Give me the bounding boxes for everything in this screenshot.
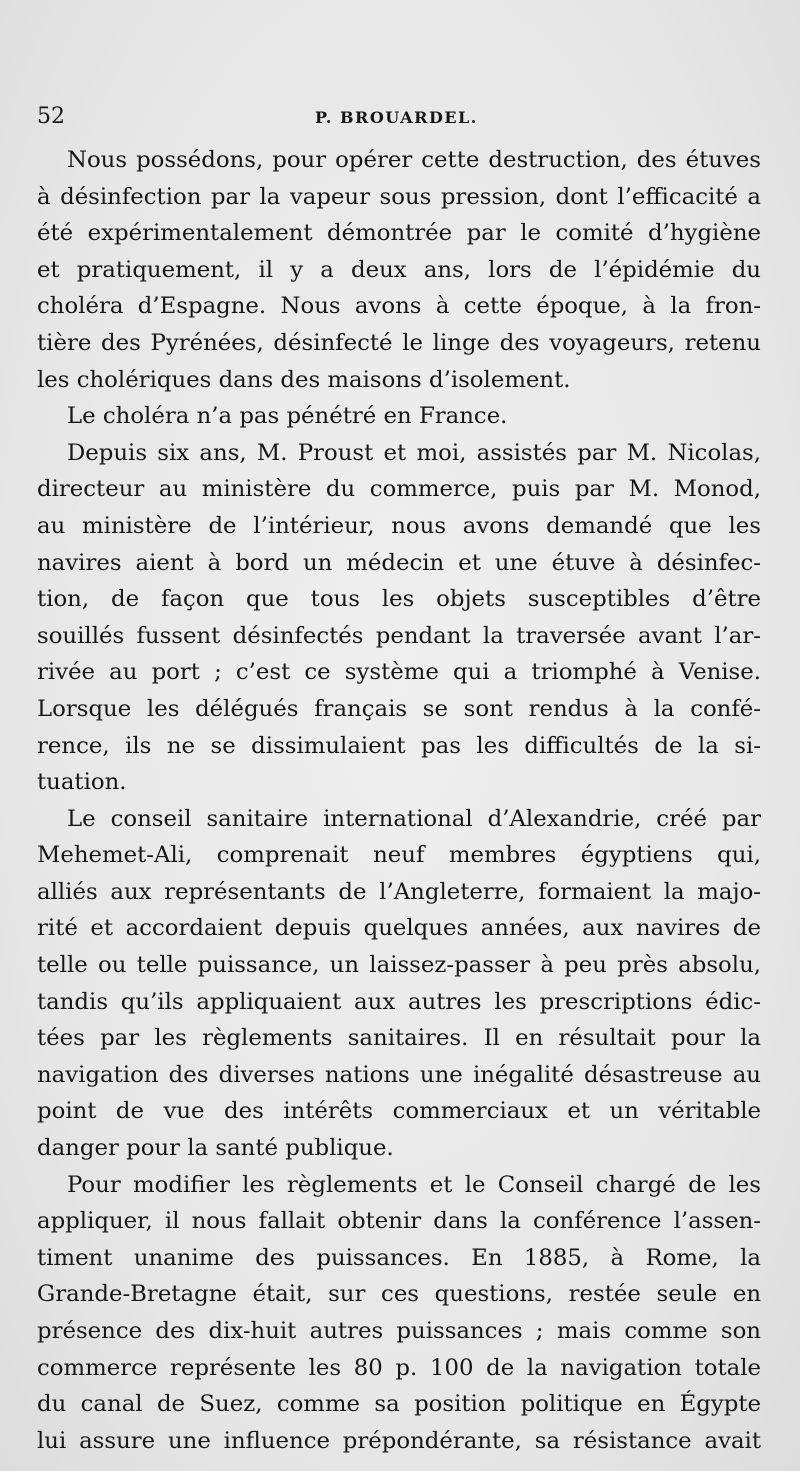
text-line: navigation des diverses nations une inégalité désastreuse au	[37, 1061, 761, 1088]
text-line: Pour modifier les règlements et le Conseil chargé de les	[67, 1171, 761, 1198]
page-number: 52	[37, 104, 65, 129]
text-line: rence, ils ne se dissimulaient pas les difficultés de la si-	[37, 732, 761, 759]
running-head: P. BROUARDEL.	[315, 108, 478, 127]
text-line: souillés fussent désinfectés pendant la traversée avant l’ar-	[37, 622, 761, 649]
text-line: et pratiquement, il y a deux ans, lors de l’épidémie du	[37, 256, 761, 283]
text-line: rité et accordaient depuis quelques années, aux navires de	[37, 915, 761, 942]
text-line: tière des Pyrénées, désinfecté le linge des voyageurs, retenu	[37, 329, 761, 356]
text-line: à désinfection par la vapeur sous pression, dont l’efficacité a	[37, 183, 761, 210]
text-line: tées par les règlements sanitaires. Il en résultait pour la	[37, 1025, 761, 1052]
text-line: Mehemet-Ali, comprenait neuf membres égyptiens qui,	[37, 842, 761, 869]
text-line: danger pour la santé publique.	[37, 1135, 394, 1162]
text-line: navires aient à bord un médecin et une étuve à désinfec-	[37, 549, 761, 576]
page-header	[37, 104, 760, 134]
text-line: appliquer, il nous fallait obtenir dans la conférence l’assen-	[37, 1208, 761, 1235]
text-line: commerce représente les 80 p. 100 de la navigation totale	[37, 1354, 761, 1381]
text-line: été expérimentalement démontrée par le comité d’hygiène	[37, 220, 761, 247]
text-line: choléra d’Espagne. Nous avons à cette époque, à la fron-	[37, 293, 761, 320]
text-line: au ministère de l’intérieur, nous avons demandé que les	[37, 512, 761, 539]
text-line: tion, de façon que tous les objets susceptibles d’être	[37, 586, 761, 613]
text-line: timent unanime des puissances. En 1885, à Rome, la	[37, 1244, 761, 1271]
text-line: alliés aux représentants de l’Angleterre, formaient la majo-	[37, 878, 761, 905]
text-line: lui assure une influence prépondérante, sa résistance avait	[37, 1427, 761, 1454]
text-line: Lorsque les délégués français se sont rendus à la confé-	[37, 695, 761, 722]
text-line: tuation.	[37, 769, 127, 796]
text-line: du canal de Suez, comme sa position politique en Égypte	[37, 1391, 761, 1418]
text-line: rivée au port ; c’est ce système qui a triomphé à Venise.	[37, 659, 761, 686]
text-line: Nous possédons, pour opérer cette destruction, des étuves	[67, 147, 761, 173]
text-line: point de vue des intérêts commerciaux et un véritable	[37, 1098, 761, 1125]
text-line: directeur au ministère du commerce, puis par M. Monod,	[37, 476, 761, 503]
text-line: Le choléra n’a pas pénétré en France.	[67, 403, 508, 430]
text-line: présence des dix-huit autres puissances ; mais comme son	[37, 1318, 761, 1344]
text-line: Depuis six ans, M. Proust et moi, assistés par M. Nicolas,	[67, 439, 761, 466]
text-line: tandis qu’ils appliquaient aux autres les prescriptions édic-	[37, 988, 761, 1015]
text-line: Le conseil sanitaire international d’Alexandrie, créé par	[67, 805, 761, 832]
text-line: telle ou telle puissance, un laissez-passer à peu près absolu,	[37, 952, 761, 979]
text-line: Grande-Bretagne était, sur ces questions, restée seule en	[37, 1281, 761, 1308]
body-text	[37, 142, 761, 1459]
text-line: les cholériques dans des maisons d’isolement.	[37, 366, 571, 393]
